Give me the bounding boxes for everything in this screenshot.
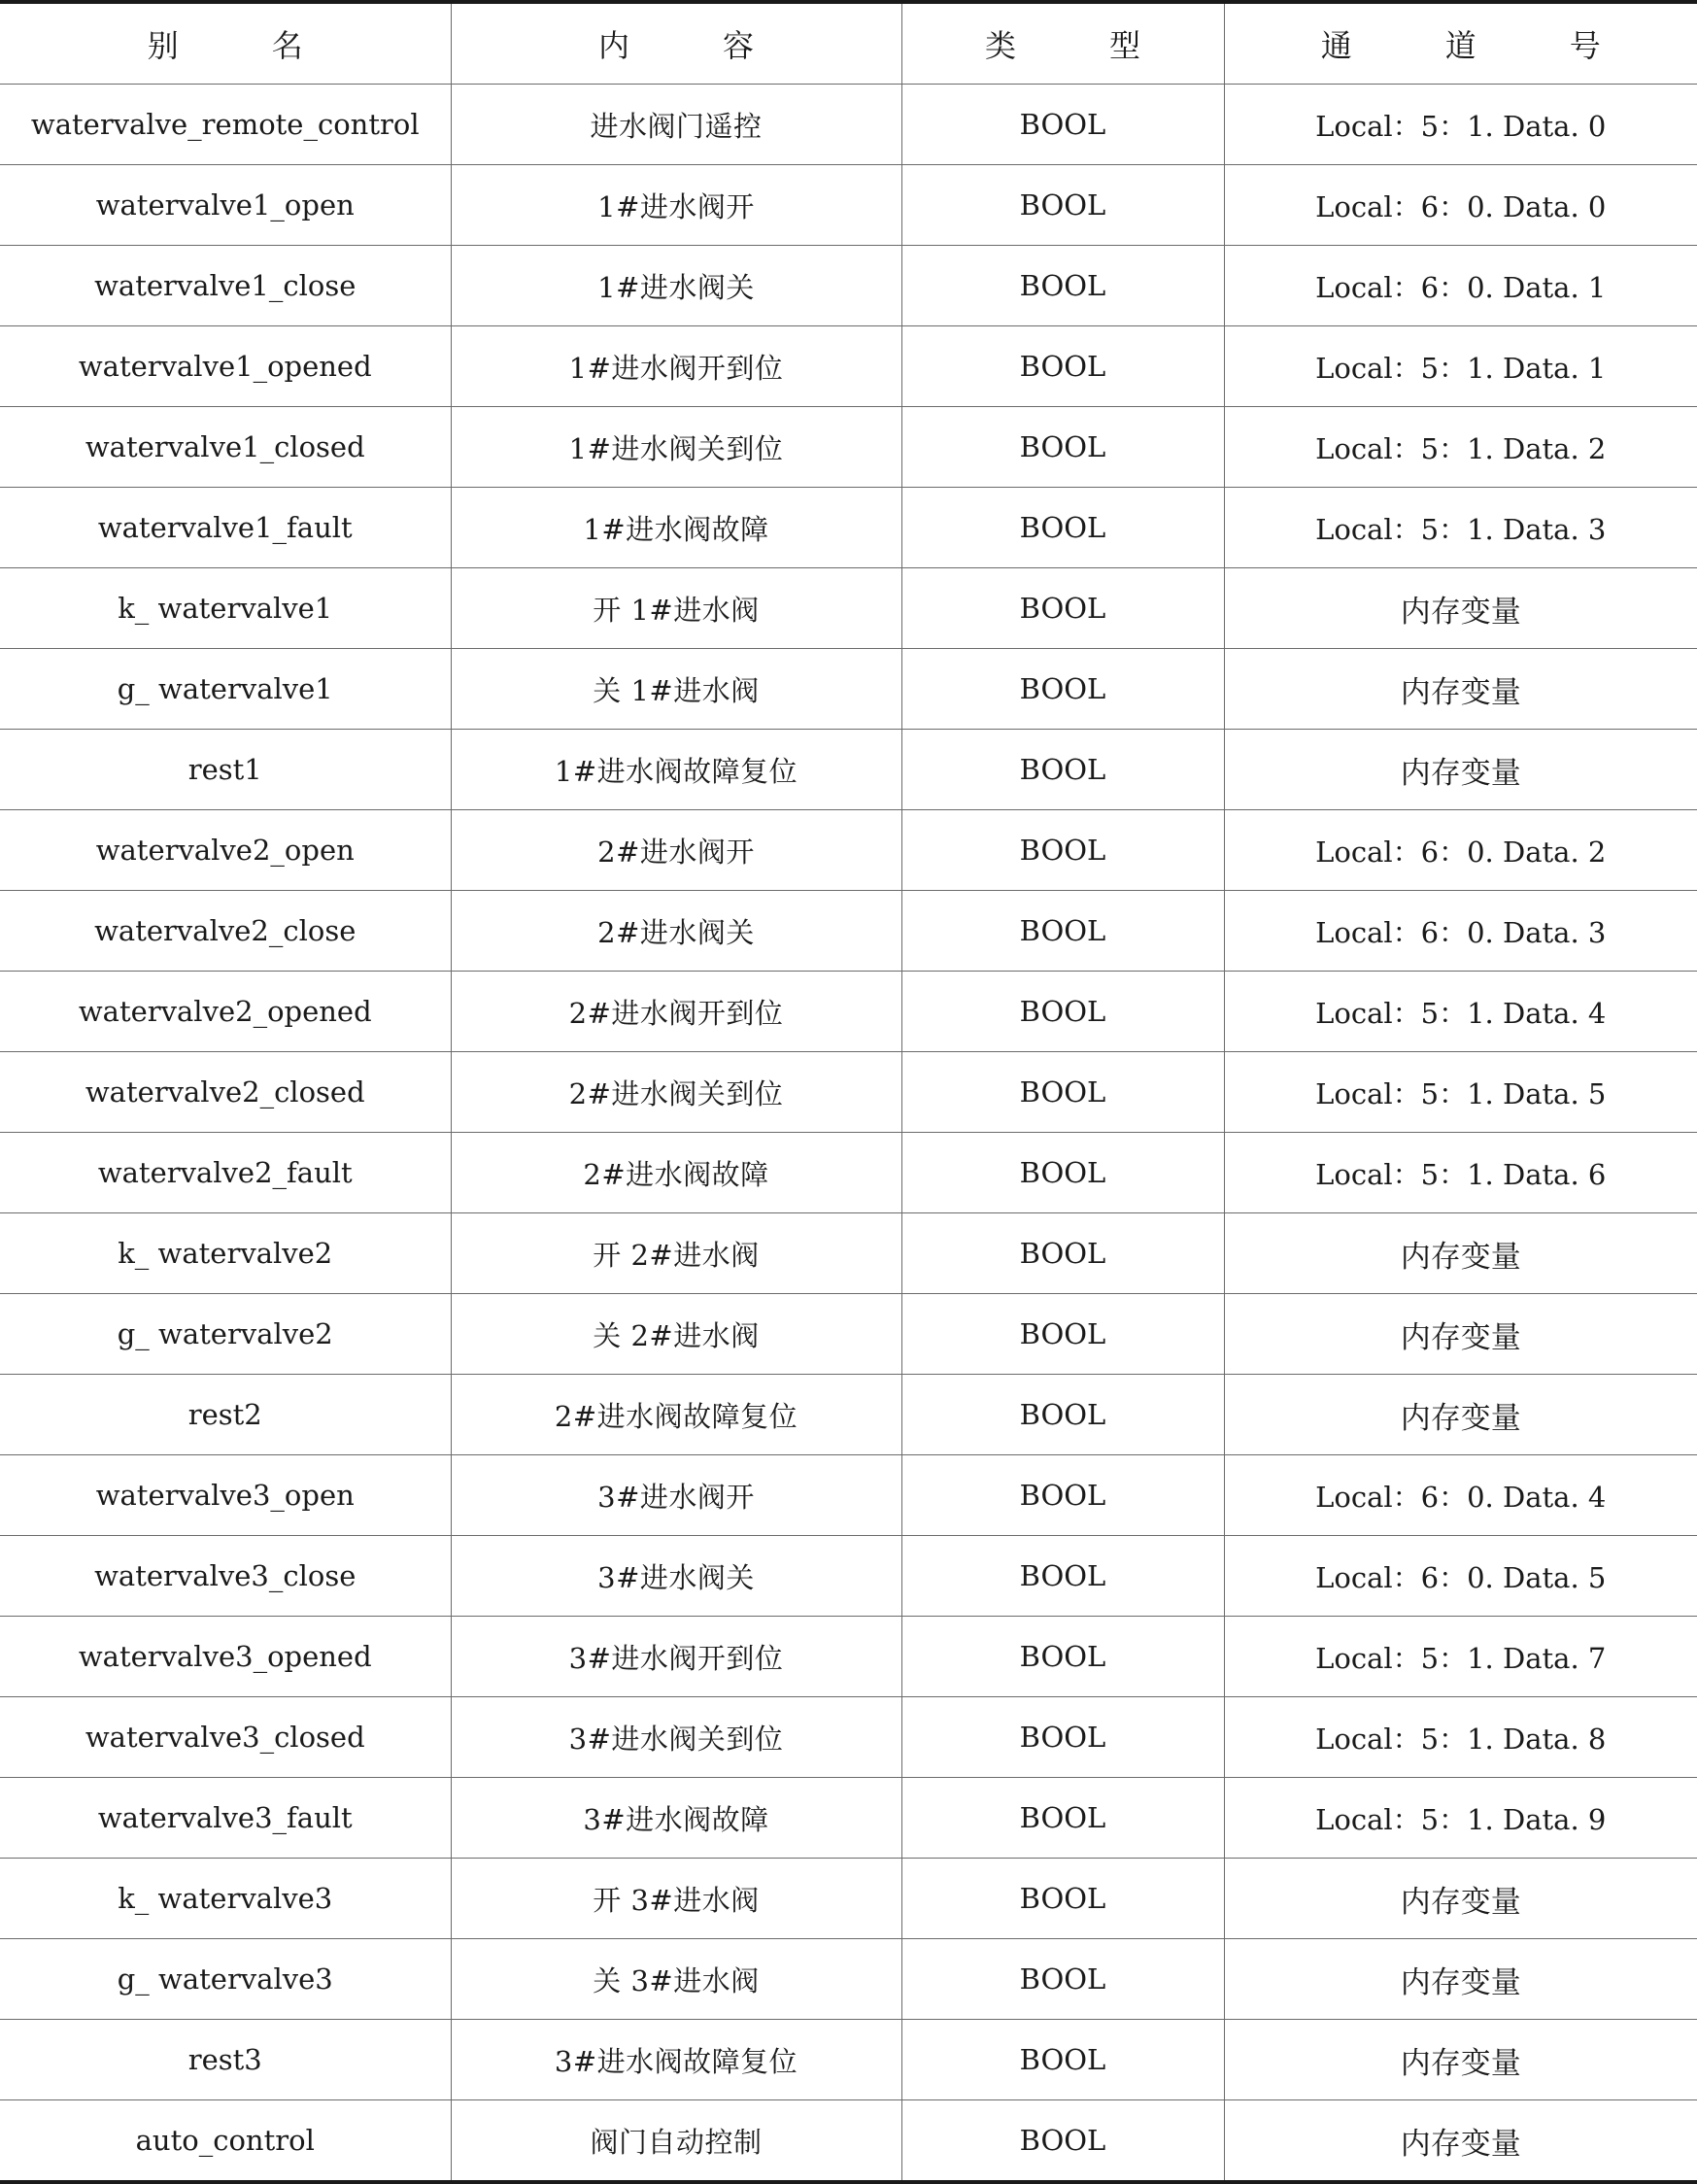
cell-type: BOOL bbox=[901, 568, 1224, 649]
cell-channel: 内存变量 bbox=[1224, 649, 1697, 730]
table-row bbox=[0, 1375, 1697, 1455]
cell-content: 开 2#进水阀 bbox=[451, 1213, 901, 1294]
table-row bbox=[0, 85, 1697, 165]
cell-content: 2#进水阀故障 bbox=[451, 1133, 901, 1213]
cell-channel: Local：5：1. Data. 5 bbox=[1224, 1052, 1697, 1133]
cell-channel: 内存变量 bbox=[1224, 1939, 1697, 2020]
table-row bbox=[0, 649, 1697, 730]
column-header-content: 内 容 bbox=[451, 2, 901, 85]
cell-type: BOOL bbox=[901, 810, 1224, 891]
cell-channel: Local：5：1. Data. 1 bbox=[1224, 326, 1697, 407]
header-row bbox=[0, 2, 1697, 85]
cell-alias: k_ watervalve3 bbox=[0, 1859, 451, 1939]
cell-alias: watervalve2_fault bbox=[0, 1133, 451, 1213]
cell-alias: g_ watervalve2 bbox=[0, 1294, 451, 1375]
cell-content: 开 3#进水阀 bbox=[451, 1859, 901, 1939]
table-row bbox=[0, 730, 1697, 810]
cell-content: 2#进水阀故障复位 bbox=[451, 1375, 901, 1455]
cell-content: 2#进水阀关 bbox=[451, 891, 901, 972]
cell-channel: Local：6：0. Data. 0 bbox=[1224, 165, 1697, 246]
cell-content: 1#进水阀关 bbox=[451, 246, 901, 326]
cell-channel: Local：6：0. Data. 3 bbox=[1224, 891, 1697, 972]
cell-alias: rest3 bbox=[0, 2020, 451, 2100]
cell-alias: watervalve1_closed bbox=[0, 407, 451, 488]
cell-channel: Local：5：1. Data. 3 bbox=[1224, 488, 1697, 568]
cell-type: BOOL bbox=[901, 1778, 1224, 1859]
cell-type: BOOL bbox=[901, 891, 1224, 972]
cell-type: BOOL bbox=[901, 649, 1224, 730]
cell-content: 3#进水阀开 bbox=[451, 1455, 901, 1536]
cell-channel: Local：6：0. Data. 1 bbox=[1224, 246, 1697, 326]
cell-type: BOOL bbox=[901, 407, 1224, 488]
cell-content: 1#进水阀故障 bbox=[451, 488, 901, 568]
cell-type: BOOL bbox=[901, 2100, 1224, 2183]
table-row bbox=[0, 1939, 1697, 2020]
table-row bbox=[0, 1213, 1697, 1294]
cell-content: 2#进水阀开 bbox=[451, 810, 901, 891]
cell-alias: watervalve3_open bbox=[0, 1455, 451, 1536]
cell-type: BOOL bbox=[901, 1939, 1224, 2020]
cell-channel: Local：6：0. Data. 2 bbox=[1224, 810, 1697, 891]
cell-type: BOOL bbox=[901, 1859, 1224, 1939]
cell-type: BOOL bbox=[901, 1294, 1224, 1375]
table-row bbox=[0, 810, 1697, 891]
cell-channel: Local：5：1. Data. 9 bbox=[1224, 1778, 1697, 1859]
cell-channel: 内存变量 bbox=[1224, 1375, 1697, 1455]
cell-channel: 内存变量 bbox=[1224, 2020, 1697, 2100]
cell-alias: auto_control bbox=[0, 2100, 451, 2183]
cell-type: BOOL bbox=[901, 1133, 1224, 1213]
cell-type: BOOL bbox=[901, 1213, 1224, 1294]
table-row bbox=[0, 165, 1697, 246]
cell-alias: rest2 bbox=[0, 1375, 451, 1455]
table-row bbox=[0, 1617, 1697, 1697]
cell-channel: Local：6：0. Data. 4 bbox=[1224, 1455, 1697, 1536]
cell-content: 1#进水阀开 bbox=[451, 165, 901, 246]
cell-alias: k_ watervalve2 bbox=[0, 1213, 451, 1294]
table-row bbox=[0, 407, 1697, 488]
cell-content: 开 1#进水阀 bbox=[451, 568, 901, 649]
table-row bbox=[0, 1859, 1697, 1939]
cell-content: 1#进水阀关到位 bbox=[451, 407, 901, 488]
table-row bbox=[0, 972, 1697, 1052]
table-row bbox=[0, 1052, 1697, 1133]
cell-alias: watervalve3_closed bbox=[0, 1697, 451, 1778]
column-header-alias: 别 名 bbox=[147, 27, 334, 64]
table-row bbox=[0, 326, 1697, 407]
table-row bbox=[0, 2100, 1697, 2183]
cell-content: 进水阀门遥控 bbox=[451, 85, 901, 165]
cell-content: 1#进水阀开到位 bbox=[451, 326, 901, 407]
cell-channel: Local：5：1. Data. 6 bbox=[1224, 1133, 1697, 1213]
cell-alias: g_ watervalve1 bbox=[0, 649, 451, 730]
cell-alias: watervalve3_opened bbox=[0, 1617, 451, 1697]
table-header bbox=[0, 2, 1697, 85]
cell-channel: 内存变量 bbox=[1224, 730, 1697, 810]
cell-channel: Local：5：1. Data. 7 bbox=[1224, 1617, 1697, 1697]
cell-channel: Local：6：0. Data. 5 bbox=[1224, 1536, 1697, 1617]
cell-type: BOOL bbox=[901, 165, 1224, 246]
cell-type: BOOL bbox=[901, 1375, 1224, 1455]
cell-alias: watervalve2_closed bbox=[0, 1052, 451, 1133]
cell-content: 3#进水阀故障复位 bbox=[451, 2020, 901, 2100]
cell-channel: Local：5：1. Data. 8 bbox=[1224, 1697, 1697, 1778]
table-row bbox=[0, 1536, 1697, 1617]
cell-content: 关 3#进水阀 bbox=[451, 1939, 901, 2020]
table-row bbox=[0, 1697, 1697, 1778]
table-row bbox=[0, 568, 1697, 649]
cell-alias: watervalve3_fault bbox=[0, 1778, 451, 1859]
cell-alias: watervalve1_fault bbox=[0, 488, 451, 568]
cell-channel: Local：5：1. Data. 4 bbox=[1224, 972, 1697, 1052]
cell-type: BOOL bbox=[901, 1455, 1224, 1536]
cell-channel: 内存变量 bbox=[1224, 1213, 1697, 1294]
cell-alias: k_ watervalve1 bbox=[0, 568, 451, 649]
cell-type: BOOL bbox=[901, 2020, 1224, 2100]
table-row bbox=[0, 1455, 1697, 1536]
cell-content: 3#进水阀故障 bbox=[451, 1778, 901, 1859]
cell-type: BOOL bbox=[901, 1052, 1224, 1133]
cell-alias: watervalve3_close bbox=[0, 1536, 451, 1617]
column-header-channel: 通 道 号 bbox=[1224, 2, 1697, 85]
cell-type: BOOL bbox=[901, 488, 1224, 568]
table-row bbox=[0, 891, 1697, 972]
cell-channel: 内存变量 bbox=[1224, 2100, 1697, 2183]
table-row bbox=[0, 246, 1697, 326]
cell-alias: watervalve1_open bbox=[0, 165, 451, 246]
cell-channel: 内存变量 bbox=[1224, 568, 1697, 649]
cell-alias: watervalve1_close bbox=[0, 246, 451, 326]
table-row bbox=[0, 2020, 1697, 2100]
cell-alias: watervalve2_opened bbox=[0, 972, 451, 1052]
cell-channel: Local：5：1. Data. 0 bbox=[1224, 85, 1697, 165]
cell-alias: g_ watervalve3 bbox=[0, 1939, 451, 2020]
table-body bbox=[0, 85, 1697, 2183]
cell-channel: Local：5：1. Data. 2 bbox=[1224, 407, 1697, 488]
cell-content: 关 2#进水阀 bbox=[451, 1294, 901, 1375]
cell-type: BOOL bbox=[901, 1697, 1224, 1778]
cell-type: BOOL bbox=[901, 85, 1224, 165]
cell-type: BOOL bbox=[901, 1617, 1224, 1697]
cell-alias: rest1 bbox=[0, 730, 451, 810]
cell-channel: 内存变量 bbox=[1224, 1859, 1697, 1939]
table-row bbox=[0, 1294, 1697, 1375]
cell-content: 2#进水阀关到位 bbox=[451, 1052, 901, 1133]
column-header-type: 类 型 bbox=[901, 2, 1224, 85]
table-row bbox=[0, 1778, 1697, 1859]
cell-content: 关 1#进水阀 bbox=[451, 649, 901, 730]
table-row bbox=[0, 488, 1697, 568]
cell-content: 3#进水阀关到位 bbox=[451, 1697, 901, 1778]
cell-type: BOOL bbox=[901, 730, 1224, 810]
cell-type: BOOL bbox=[901, 972, 1224, 1052]
cell-content: 3#进水阀开到位 bbox=[451, 1617, 901, 1697]
cell-content: 阀门自动控制 bbox=[451, 2100, 901, 2183]
cell-alias: watervalve2_open bbox=[0, 810, 451, 891]
cell-type: BOOL bbox=[901, 326, 1224, 407]
cell-type: BOOL bbox=[901, 1536, 1224, 1617]
cell-content: 3#进水阀关 bbox=[451, 1536, 901, 1617]
cell-alias: watervalve2_close bbox=[0, 891, 451, 972]
cell-alias: watervalve1_opened bbox=[0, 326, 451, 407]
cell-content: 2#进水阀开到位 bbox=[451, 972, 901, 1052]
cell-content: 1#进水阀故障复位 bbox=[451, 730, 901, 810]
cell-type: BOOL bbox=[901, 246, 1224, 326]
table-row bbox=[0, 1133, 1697, 1213]
cell-alias: watervalve_remote_control bbox=[0, 85, 451, 165]
cell-channel: 内存变量 bbox=[1224, 1294, 1697, 1375]
